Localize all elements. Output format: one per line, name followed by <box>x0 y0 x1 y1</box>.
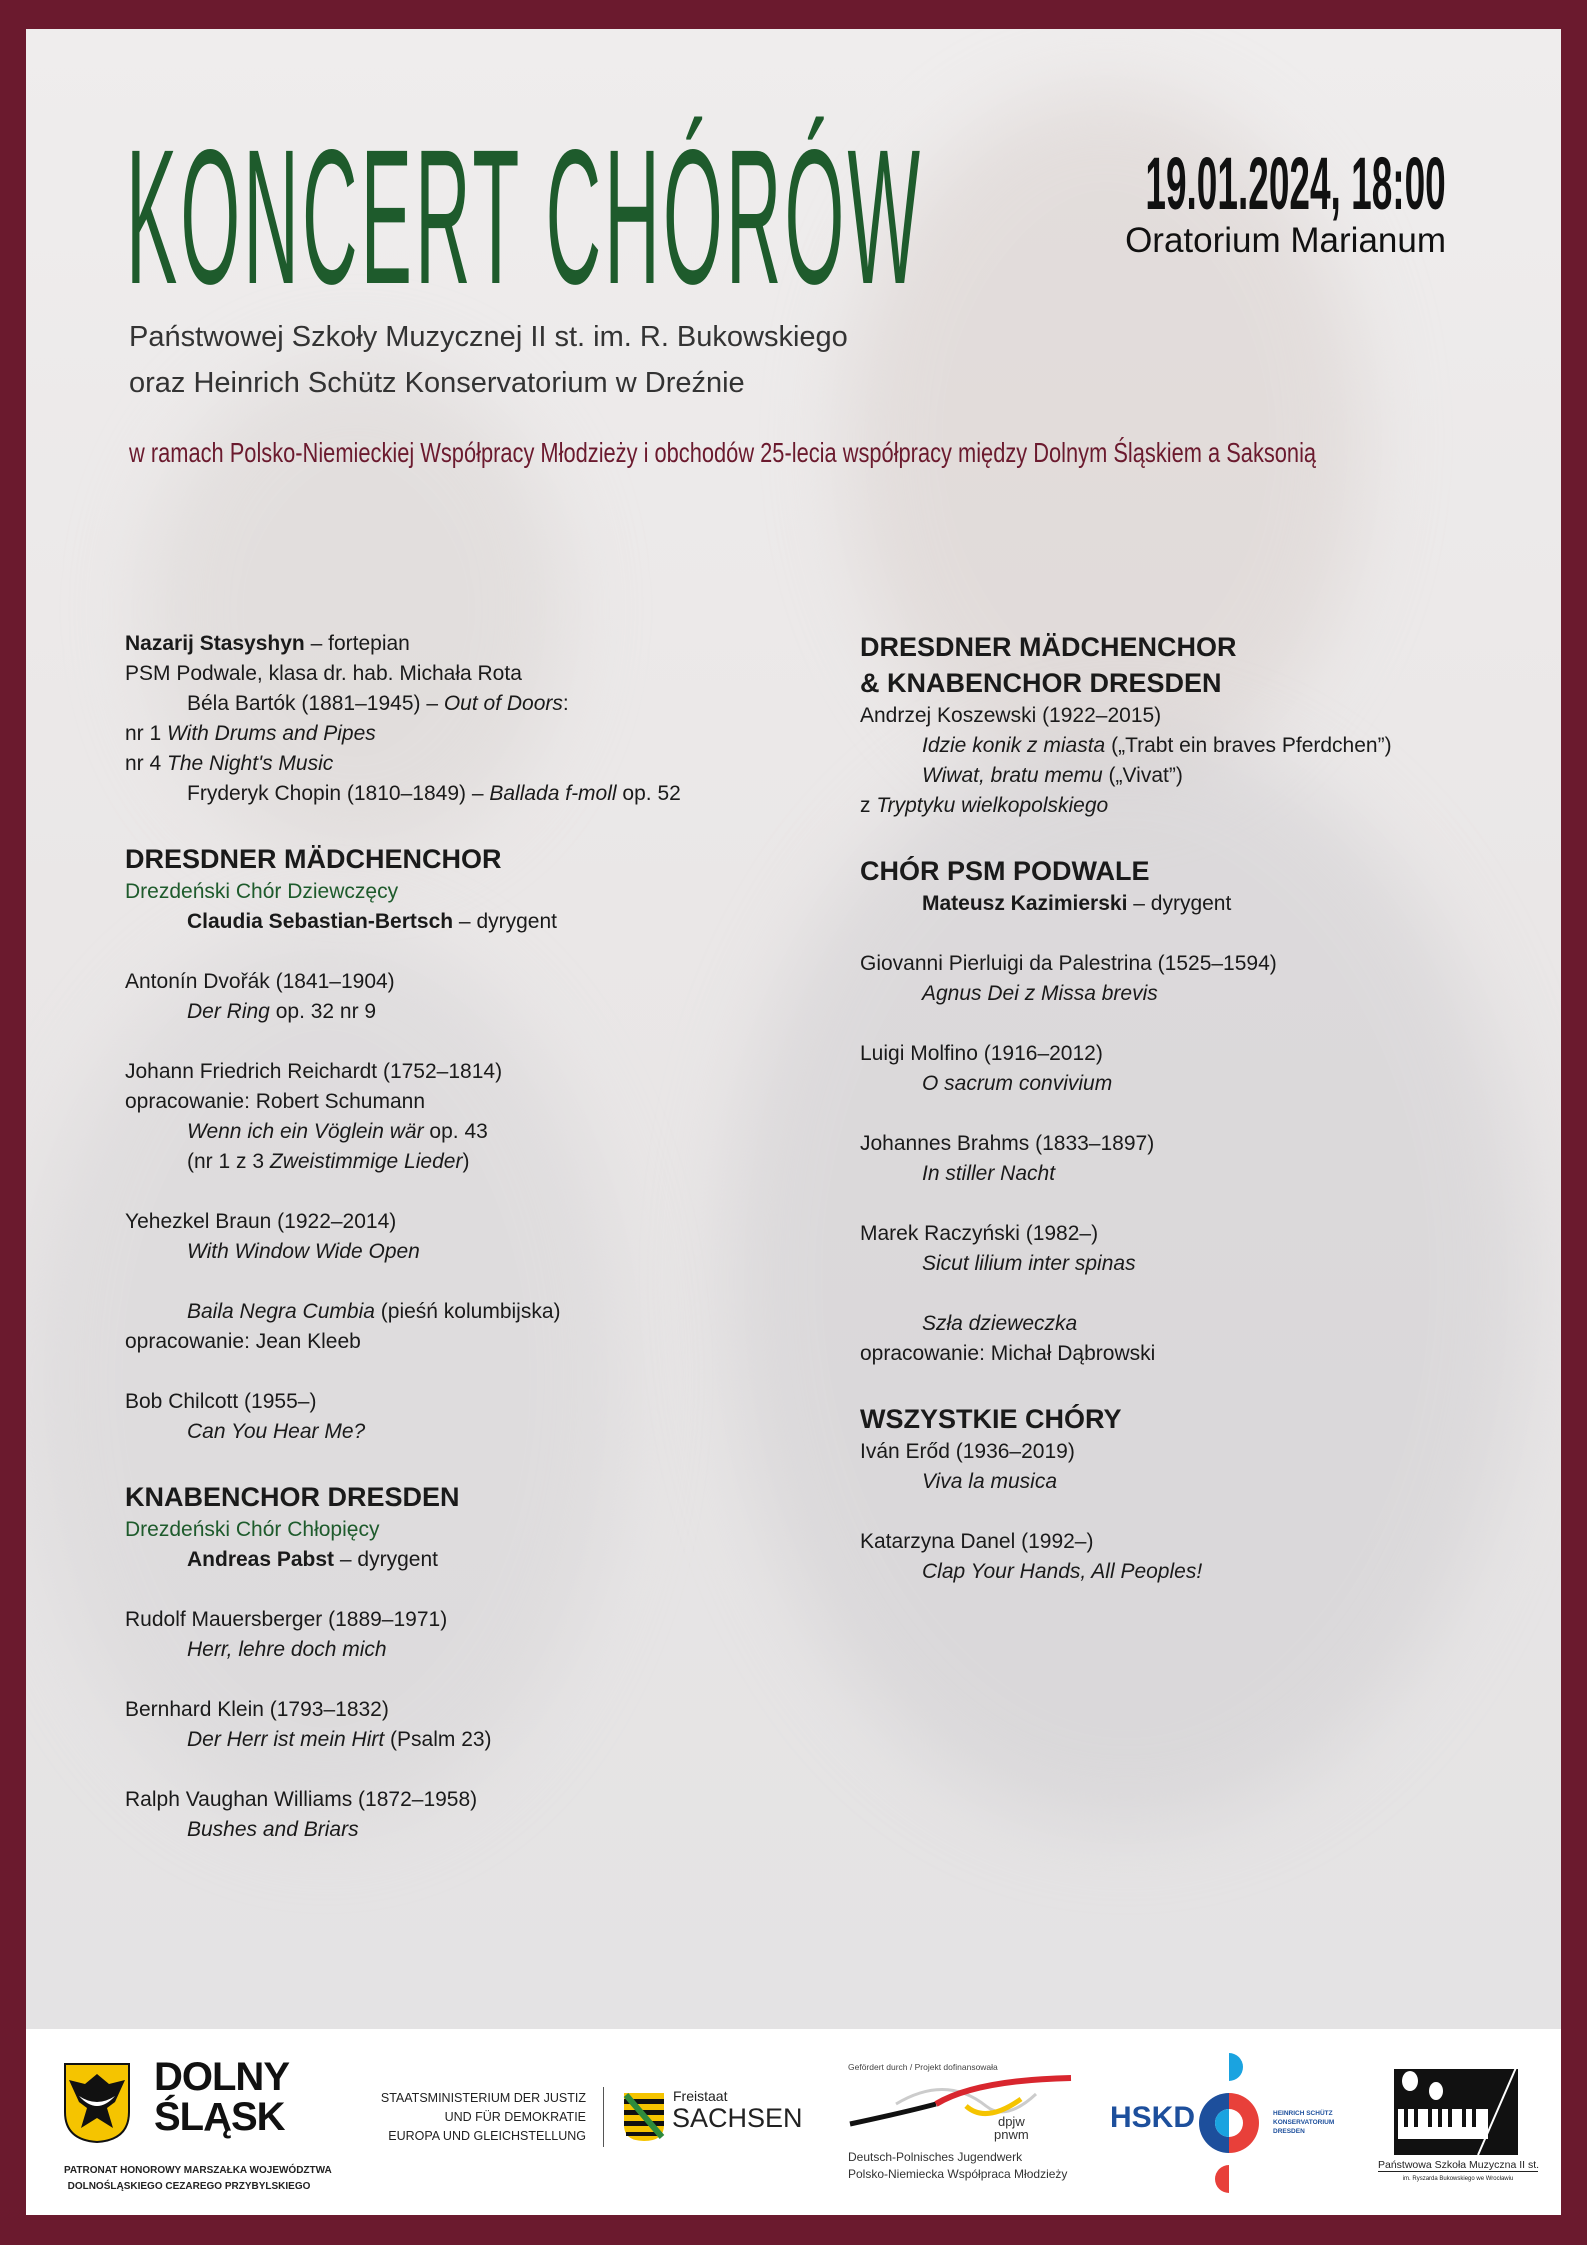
hskd-name: DRESDEN <box>1273 2128 1305 2135</box>
program-line <box>860 731 1540 761</box>
event-framework: w ramach Polsko-Niemieckiej Współpracy Młodzieży i obchodów 25-lecia współpracy między Dolnym Śląskiem a Saksonią <box>129 437 1317 468</box>
program-item <box>125 1695 825 1755</box>
text: Giovanni Pierluigi da Palestrina (1525–1594) <box>860 952 1277 975</box>
program-item <box>860 1437 1540 1497</box>
dolny-slask-name: DOLNY <box>154 2055 289 2099</box>
program-line <box>860 1309 1540 1339</box>
text: („Trabt ein braves Pferdchen”) <box>1105 734 1392 757</box>
program-line <box>125 1545 825 1575</box>
program-line <box>125 1695 825 1725</box>
event-venue: Oratorium Marianum <box>1125 221 1446 260</box>
program-line <box>125 659 825 689</box>
text: Ralph Vaughan Williams (1872–1958) <box>125 1788 478 1811</box>
text: PSM Podwale, klasa dr. hab. Michała Rota <box>125 662 522 685</box>
text: – dyrygent <box>334 1548 438 1571</box>
performer-name: Andreas Pabst <box>187 1548 335 1571</box>
work-title: Tryptyku wielkopolskiego <box>876 794 1109 817</box>
event-date: 19.01.2024, 18:00 <box>1145 142 1446 225</box>
dpjw-abbr: pnwm <box>994 2127 1029 2142</box>
program-line <box>860 791 1540 821</box>
program-item <box>125 1387 825 1447</box>
program-line <box>125 997 825 1027</box>
hskd-name: HEINRICH SCHÜTZ <box>1273 2110 1333 2117</box>
work-title: O sacrum convivium <box>922 1072 1113 1095</box>
work-title: Wenn ich ein Vöglein wär <box>187 1120 424 1143</box>
text: : <box>562 692 569 715</box>
ministry-text: EUROPA UND GLEICHSTELLUNG <box>388 2129 586 2143</box>
text: (Psalm 23) <box>384 1728 492 1751</box>
performer-name: Mateusz Kazimierski <box>922 892 1128 915</box>
section-heading: & KNABENCHOR DRESDEN <box>860 668 1222 698</box>
dolny-slask-name: ŚLĄSK <box>154 2095 285 2139</box>
section-subheading: Drezdeński Chór Chłopięcy <box>125 1518 380 1541</box>
program-line <box>125 1207 825 1237</box>
program-line <box>860 1039 1540 1069</box>
program-section <box>860 1401 1540 1587</box>
text: Luigi Molfino (1916–2012) <box>860 1042 1103 1065</box>
ministry-text: STAATSMINISTERIUM DER JUSTIZ <box>380 2091 586 2105</box>
section-heading: KNABENCHOR DRESDEN <box>125 1482 460 1512</box>
work-title: With Window Wide Open <box>187 1240 420 1263</box>
program-item <box>860 1309 1540 1369</box>
text: Antonín Dvořák (1841–1904) <box>125 970 395 993</box>
program-line <box>125 1387 825 1417</box>
text: opracowanie: Jean Kleeb <box>125 1330 361 1353</box>
text: – dyrygent <box>1127 892 1232 915</box>
text: Yehezkel Braun (1922–2014) <box>125 1210 397 1233</box>
psm-school-name: Państwowa Szkoła Muzyczna II st. <box>1378 2159 1540 2171</box>
work-title: Idzie konik z miasta <box>922 734 1106 757</box>
section-subheading: Drezdeński Chór Dziewczęcy <box>125 880 399 903</box>
hskd-name: KONSERVATORIUM <box>1273 2119 1335 2126</box>
program-line <box>125 1147 825 1177</box>
text: Katarzyna Danel (1992–) <box>860 1530 1094 1553</box>
organizer-line: oraz Heinrich Schütz Konservatorium w Dreźnie <box>129 367 745 399</box>
program-line <box>125 1297 825 1327</box>
program-item <box>125 629 825 809</box>
work-title: Clap Your Hands, All Peoples! <box>922 1560 1203 1583</box>
work-title: Wiwat, bratu memu <box>922 764 1103 787</box>
work-title: Viva la musica <box>922 1470 1058 1493</box>
program-line <box>125 1815 825 1845</box>
program-line <box>125 1087 825 1117</box>
dpjw-abbr: dpjw <box>997 2114 1025 2129</box>
text: Bob Chilcott (1955–) <box>125 1390 317 1413</box>
program-item <box>125 1057 825 1177</box>
text: nr 1 <box>125 722 168 745</box>
program-section <box>125 629 825 809</box>
work-title: In stiller Nacht <box>922 1162 1056 1185</box>
psm-school-sub: im. Ryszarda Bukowskiego we Wrocławiu <box>1402 2176 1514 2182</box>
performer-name: Nazarij Stasyshyn <box>125 632 305 655</box>
program-item <box>125 1297 825 1357</box>
program-line <box>125 719 825 749</box>
program-line <box>860 889 1540 919</box>
program-line <box>125 689 825 719</box>
program-line <box>860 1159 1540 1189</box>
saxony-crest-icon <box>622 2091 666 2143</box>
program-item <box>860 1129 1540 1189</box>
program-section <box>860 853 1540 1369</box>
program-item <box>860 889 1540 919</box>
dpjw-name: Deutsch-Polnisches Jugendwerk <box>848 2150 1023 2164</box>
work-title: Zweistimmige Lieder <box>269 1150 463 1173</box>
program-line <box>860 1467 1540 1497</box>
text: („Vivat”) <box>1102 764 1183 787</box>
section-heading: DRESDNER MÄDCHENCHOR <box>125 844 502 874</box>
work-title: With Drums and Pipes <box>167 722 376 745</box>
program-item <box>125 1785 825 1845</box>
program-item <box>860 1527 1540 1587</box>
text: Fryderyk Chopin (1810–1849) – <box>187 782 490 805</box>
text: op. 43 <box>423 1120 488 1143</box>
program-line <box>125 629 825 659</box>
program-section <box>860 629 1540 821</box>
text: ) <box>462 1150 470 1173</box>
section-heading: CHÓR PSM PODWALE <box>860 856 1150 886</box>
work-title: Out of Doors <box>443 692 563 715</box>
dpjw-logo-icon <box>846 2074 1076 2129</box>
patronage-text: PATRONAT HONOROWY MARSZAŁKA WOJEWÓDZTWA <box>64 2165 332 2176</box>
work-title: Can You Hear Me? <box>187 1420 366 1443</box>
work-title: Bushes and Briars <box>187 1818 359 1841</box>
program-line <box>125 1785 825 1815</box>
program-item <box>125 1207 825 1267</box>
text: Andrzej Koszewski (1922–2015) <box>860 704 1162 727</box>
program-line <box>860 949 1540 979</box>
program-section <box>125 1479 825 1845</box>
text: z <box>860 794 877 817</box>
text: Bernhard Klein (1793–1832) <box>125 1698 389 1721</box>
performer-name: Claudia Sebastian-Bertsch <box>187 910 454 933</box>
program-line <box>125 1635 825 1665</box>
patronage-text: DOLNOŚLĄSKIEGO CEZAREGO PRZYBYLSKIEGO <box>67 2181 311 2192</box>
text: Béla Bartók (1881–1945) – <box>187 692 444 715</box>
program-line <box>125 1237 825 1267</box>
program-line <box>125 1117 825 1147</box>
program-line <box>860 1557 1540 1587</box>
text: Rudolf Mauersberger (1889–1971) <box>125 1608 448 1631</box>
program-item <box>860 1219 1540 1279</box>
program-line <box>125 749 825 779</box>
program-item <box>125 1545 825 1575</box>
program-item <box>125 907 825 937</box>
program-line <box>860 979 1540 1009</box>
text: Johannes Brahms (1833–1897) <box>860 1132 1155 1155</box>
work-title: Sicut lilium inter spinas <box>922 1252 1136 1275</box>
text: (pieśń kolumbijska) <box>374 1300 561 1323</box>
hskd-abbr: HSKD <box>1110 2101 1196 2134</box>
divider <box>603 2087 604 2147</box>
text: op. 52 <box>616 782 681 805</box>
program-column-right <box>860 629 1540 1619</box>
organizer-line: Państwowej Szkoły Muzycznej II st. im. R. Bukowskiego <box>129 321 848 353</box>
text: opracowanie: Michał Dąbrowski <box>860 1342 1156 1365</box>
program-line <box>860 1437 1540 1467</box>
work-title: Der Ring <box>187 1000 270 1023</box>
ministry-text: UND FÜR DEMOKRATIE <box>444 2110 586 2124</box>
poster-title: KONCERT CHÓRÓW <box>126 109 924 324</box>
text: nr 4 <box>125 752 168 775</box>
program-section <box>125 841 825 1447</box>
dpjw-name: Polsko-Niemiecka Współpraca Młodzieży <box>848 2167 1068 2181</box>
work-title: Baila Negra Cumbia <box>187 1300 375 1323</box>
program-line <box>860 1129 1540 1159</box>
program-line <box>860 1527 1540 1557</box>
psm-school-logo-icon <box>1378 2059 1523 2157</box>
program-line <box>125 1057 825 1087</box>
organizers <box>129 314 848 406</box>
program-line <box>860 1069 1540 1099</box>
program-line <box>860 761 1540 791</box>
program-line <box>125 967 825 997</box>
freistaat-label: Freistaat <box>673 2088 728 2104</box>
program-column-left <box>125 629 825 1877</box>
program-item <box>125 1605 825 1665</box>
program-line <box>125 907 825 937</box>
program-item <box>860 701 1540 821</box>
work-title: Ballada f-moll <box>489 782 617 805</box>
program-item <box>860 949 1540 1009</box>
sponsor-footer <box>26 2029 1561 2215</box>
program-line <box>860 1219 1540 1249</box>
program-line <box>125 1725 825 1755</box>
program-line <box>860 1249 1540 1279</box>
sachsen-label: SACHSEN <box>672 2103 803 2133</box>
funding-note: Gefördert durch / Projekt dofinansowała <box>848 2062 998 2072</box>
text: – dyrygent <box>453 910 557 933</box>
work-title: The Night's Music <box>167 752 334 775</box>
text: Iván Erőd (1936–2019) <box>860 1440 1075 1463</box>
section-heading: WSZYSTKIE CHÓRY <box>860 1404 1122 1434</box>
program-line <box>125 1417 825 1447</box>
program-line <box>125 1605 825 1635</box>
hskd-logo-icon <box>1196 2049 1266 2199</box>
program-item <box>125 967 825 1027</box>
text: Johann Friedrich Reichardt (1752–1814) <box>125 1060 503 1083</box>
work-title: Szła dzieweczka <box>922 1312 1078 1335</box>
text: opracowanie: Robert Schumann <box>125 1090 426 1113</box>
concert-poster <box>26 29 1561 2215</box>
work-title: Agnus Dei z Missa brevis <box>922 982 1158 1005</box>
dolny-slask-crest-icon <box>63 2062 131 2144</box>
program-line <box>860 1339 1540 1369</box>
text: op. 32 nr 9 <box>269 1000 377 1023</box>
section-heading: DRESDNER MÄDCHENCHOR <box>860 632 1237 662</box>
program-line <box>125 1327 825 1357</box>
program-line <box>860 701 1540 731</box>
text: (nr 1 z 3 <box>187 1150 270 1173</box>
program-line <box>125 779 825 809</box>
work-title: Herr, lehre doch mich <box>187 1638 387 1661</box>
program-item <box>860 1039 1540 1099</box>
work-title: Der Herr ist mein Hirt <box>187 1728 385 1751</box>
text: Marek Raczyński (1982–) <box>860 1222 1099 1245</box>
text: – fortepian <box>304 632 410 655</box>
